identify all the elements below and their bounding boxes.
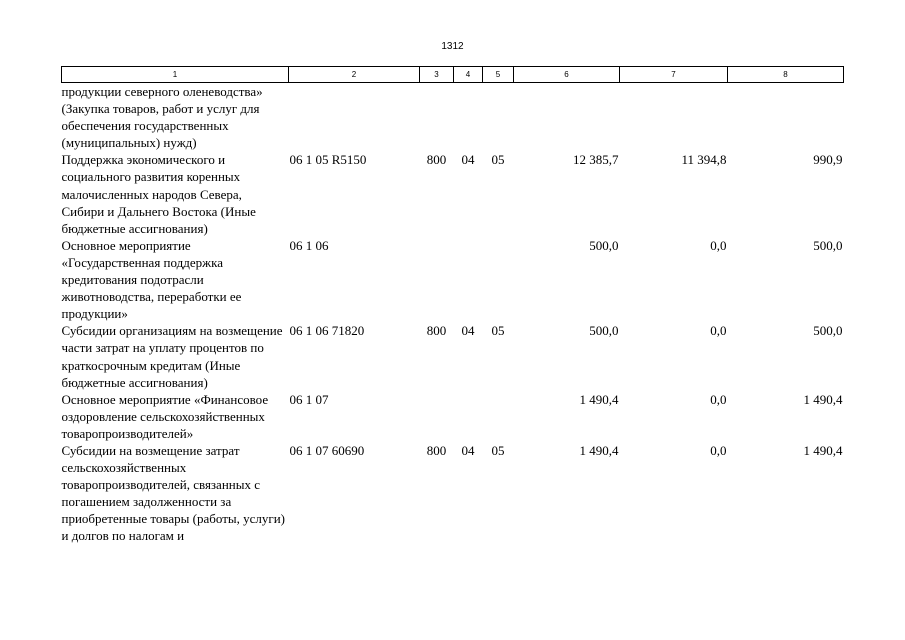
- row-section: 04: [461, 152, 475, 168]
- row-col7: 0,0: [710, 237, 727, 253]
- row-expense-type: 800: [426, 442, 447, 458]
- table-row: [62, 83, 844, 152]
- header-col-8: 8: [728, 67, 844, 83]
- row-total: 1 490,4: [579, 391, 619, 407]
- page-number: 1312: [441, 41, 464, 52]
- row-expense-type: [420, 237, 454, 322]
- row-subsection: 05: [491, 323, 505, 339]
- row-subsection: [483, 237, 514, 322]
- header-col-3: 3: [420, 67, 454, 83]
- row-expense-type: 800: [426, 152, 447, 168]
- table-row: [62, 151, 844, 236]
- row-target-code: 06 1 06: [289, 237, 329, 253]
- row-expense-type: 800: [426, 323, 447, 339]
- row-name: Основное мероприятие «Финансовое оздоровление сельскохозяйственных товаропроизводителей»: [61, 391, 269, 441]
- header-col-2: 2: [289, 67, 420, 83]
- row-col7: 0,0: [710, 323, 727, 339]
- row-section: 04: [461, 442, 475, 458]
- row-name: Основное мероприятие «Государственная поддержка кредитования подотрасли животноводства, переработки ее продукции»: [61, 237, 242, 322]
- row-section: [454, 83, 483, 152]
- row-total: 500,0: [589, 323, 619, 339]
- table-header: [62, 67, 844, 83]
- row-target-code: 06 1 07 60690: [289, 442, 365, 458]
- row-subsection: [483, 83, 514, 152]
- row-col7: 11 394,8: [681, 152, 727, 168]
- row-col8: [728, 83, 844, 152]
- row-total: [514, 83, 620, 152]
- row-name: Поддержка экономического и социального развития коренных малочисленных народов Севера, Сибири и Дальнего Востока (Иные бюджетные ассигнования): [61, 152, 256, 236]
- table-body: [62, 83, 844, 545]
- row-total: 12 385,7: [573, 152, 619, 168]
- row-col7: [620, 83, 728, 152]
- table-row: [62, 442, 844, 545]
- row-col8: 990,9: [813, 152, 843, 168]
- row-section: [454, 237, 483, 322]
- row-col8: 500,0: [813, 323, 843, 339]
- row-subsection: 05: [491, 442, 505, 458]
- header-col-7: 7: [620, 67, 728, 83]
- row-target-code: 06 1 05 R5150: [289, 152, 367, 168]
- row-target-code: [289, 83, 420, 152]
- row-col7: 0,0: [710, 442, 727, 458]
- row-col7: 0,0: [710, 391, 727, 407]
- row-name: продукции северного оленеводства» (Закупка товаров, работ и услуг для обеспечения государственных (муниципальных) нужд): [61, 84, 263, 151]
- row-target-code: 06 1 06 71820: [289, 323, 365, 339]
- row-section: [454, 391, 483, 442]
- row-name: Субсидии организациям на возмещение части затрат на уплату процентов по краткосрочным кредитам (Иные бюджетные ассигнования): [61, 323, 283, 390]
- row-col8: 500,0: [813, 237, 843, 253]
- budget-table: [61, 66, 844, 545]
- row-total: 1 490,4: [579, 442, 619, 458]
- header-col-1: 1: [62, 67, 289, 83]
- table-row: [62, 237, 844, 322]
- row-expense-type: [420, 83, 454, 152]
- row-name: Субсидии на возмещение затрат сельскохозяйственных товаропроизводителей, связанных с погашением задолженности за приобретенные товары (работы, услуги) и долгов по налогам и: [61, 442, 285, 544]
- row-col8: 1 490,4: [803, 391, 843, 407]
- header-row: [62, 67, 844, 83]
- row-expense-type: [420, 391, 454, 442]
- row-subsection: [483, 391, 514, 442]
- row-subsection: 05: [491, 152, 505, 168]
- header-col-4: 4: [454, 67, 483, 83]
- table-row: [62, 322, 844, 390]
- row-section: 04: [461, 323, 475, 339]
- row-target-code: 06 1 07: [289, 391, 329, 407]
- header-col-6: 6: [514, 67, 620, 83]
- header-col-5: 5: [483, 67, 514, 83]
- table-row: [62, 391, 844, 442]
- row-col8: 1 490,4: [803, 442, 843, 458]
- row-total: 500,0: [589, 237, 619, 253]
